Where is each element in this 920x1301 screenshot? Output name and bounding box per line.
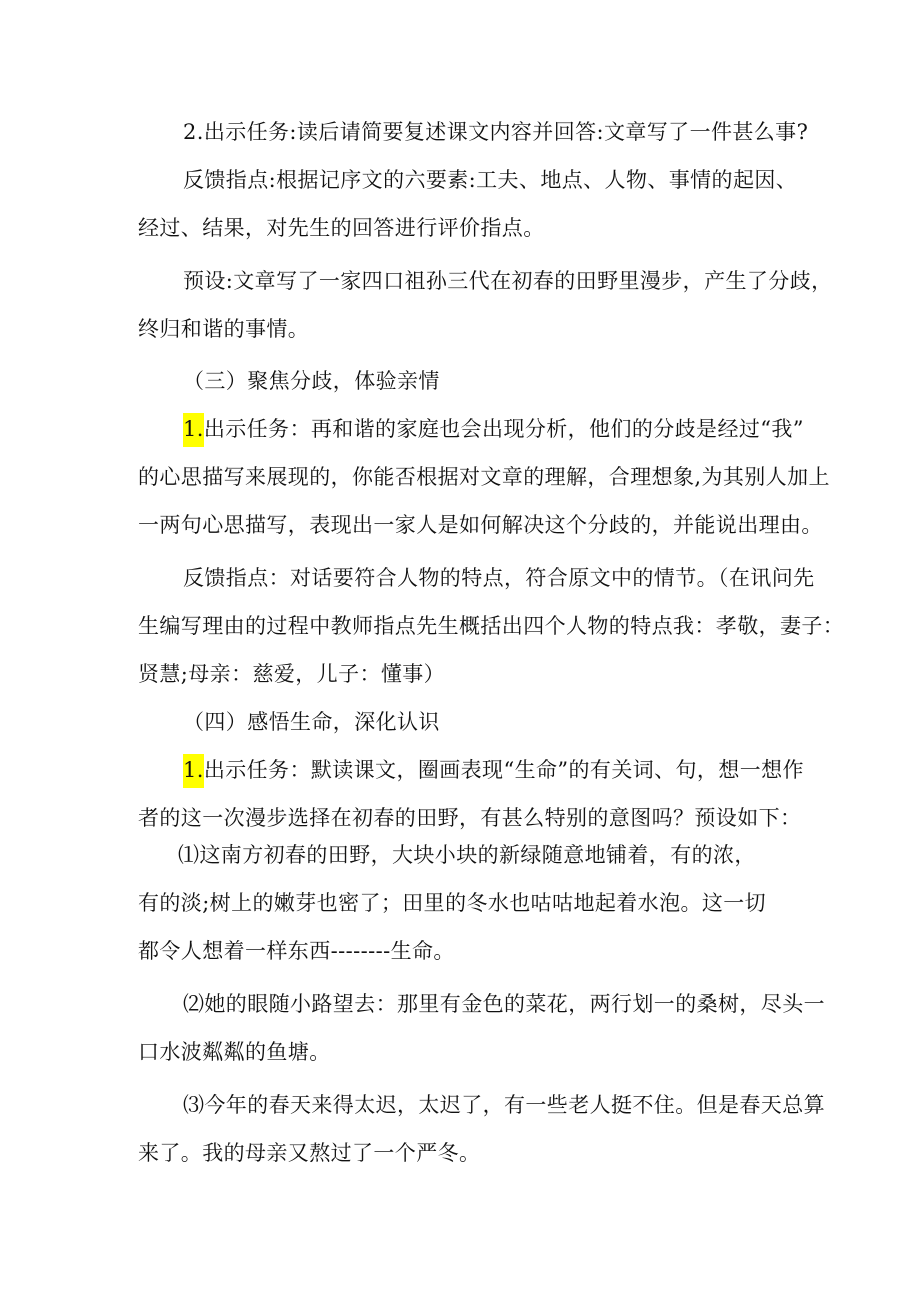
quote-1-line-1: ⑴这南方初春的田野，大块小块的新绿随意地铺着，有的浓， — [178, 843, 756, 867]
text-line-task-1-a-cont2: 一两句心思描写，表现出一家人是如何解决这个分歧的，并能说出理由。 — [138, 513, 823, 537]
section-heading-4: （四）感悟生命，深化认识 — [183, 710, 440, 734]
text-line-preset-1: 预设:文章写了一家四口祖孙三代在初春的田野里漫步，产生了分歧， — [183, 269, 833, 293]
quote-1-line-3: 都令人想着一样东西--------生命。 — [138, 939, 455, 963]
quote-3-line-2: 来了。我的母亲又熬过了一个严冬。 — [138, 1141, 481, 1165]
text-line-task-1-b-cont: 者的这一次漫步选择在初春的田野，有甚么特别的意图吗？预设如下： — [138, 806, 802, 830]
text-line-task-1-b — [183, 755, 804, 785]
text-line-content: 出示任务：再和谐的家庭也会出现分析，他们的分歧是经过“我” — [203, 417, 804, 441]
highlight-marker: 1. — [183, 754, 204, 788]
text-line-content: 出示任务：默读课文，圈画表现“生命”的有关词、句，想一想作 — [203, 758, 804, 782]
text-line-preset-1-cont: 终归和谐的事情。 — [138, 317, 310, 341]
section-heading-3: （三）聚焦分歧，体验亲情 — [183, 369, 440, 393]
text-line-task-1-a — [183, 414, 804, 444]
quote-2-line-2: 口水波粼粼的鱼塘。 — [138, 1040, 331, 1064]
text-line-feedback-2-cont2: 贤慧;母亲：慈爱，儿子：懂事） — [138, 662, 446, 686]
quote-2-line-1: ⑵她的眼随小路望去：那里有金色的菜花，两行划一的桑树，尽头一 — [183, 992, 825, 1016]
quote-1-line-2: 有的淡;树上的嫩芽也密了；田里的冬水也咕咕地起着水泡。这一切 — [138, 891, 767, 915]
text-line-feedback-2: 反馈指点：对话要符合人物的特点，符合原文中的情节。（在讯问先 — [183, 566, 815, 590]
text-line-task-2: 2.出示任务:读后请简要复述课文内容并回答:文章写了一件甚么事? — [183, 120, 809, 144]
text-line-feedback-1-cont: 经过、结果，对先生的回答进行评价指点。 — [138, 216, 545, 240]
text-line-feedback-1: 反馈指点:根据记序文的六要素:工夫、地点、人物、事情的起因、 — [183, 168, 798, 192]
text-line-task-1-a-cont1: 的心思描写来展现的，你能否根据对文章的理解，合理想象,为其别人加上 — [138, 465, 830, 489]
highlight-marker: 1. — [183, 413, 204, 447]
text-line-feedback-2-cont1: 生编写理由的过程中教师指点先生概括出四个人物的特点我：孝敬，妻子： — [138, 614, 845, 638]
quote-3-line-1: ⑶今年的春天来得太迟，太迟了，有一些老人挺不住。但是春天总算 — [183, 1093, 825, 1117]
